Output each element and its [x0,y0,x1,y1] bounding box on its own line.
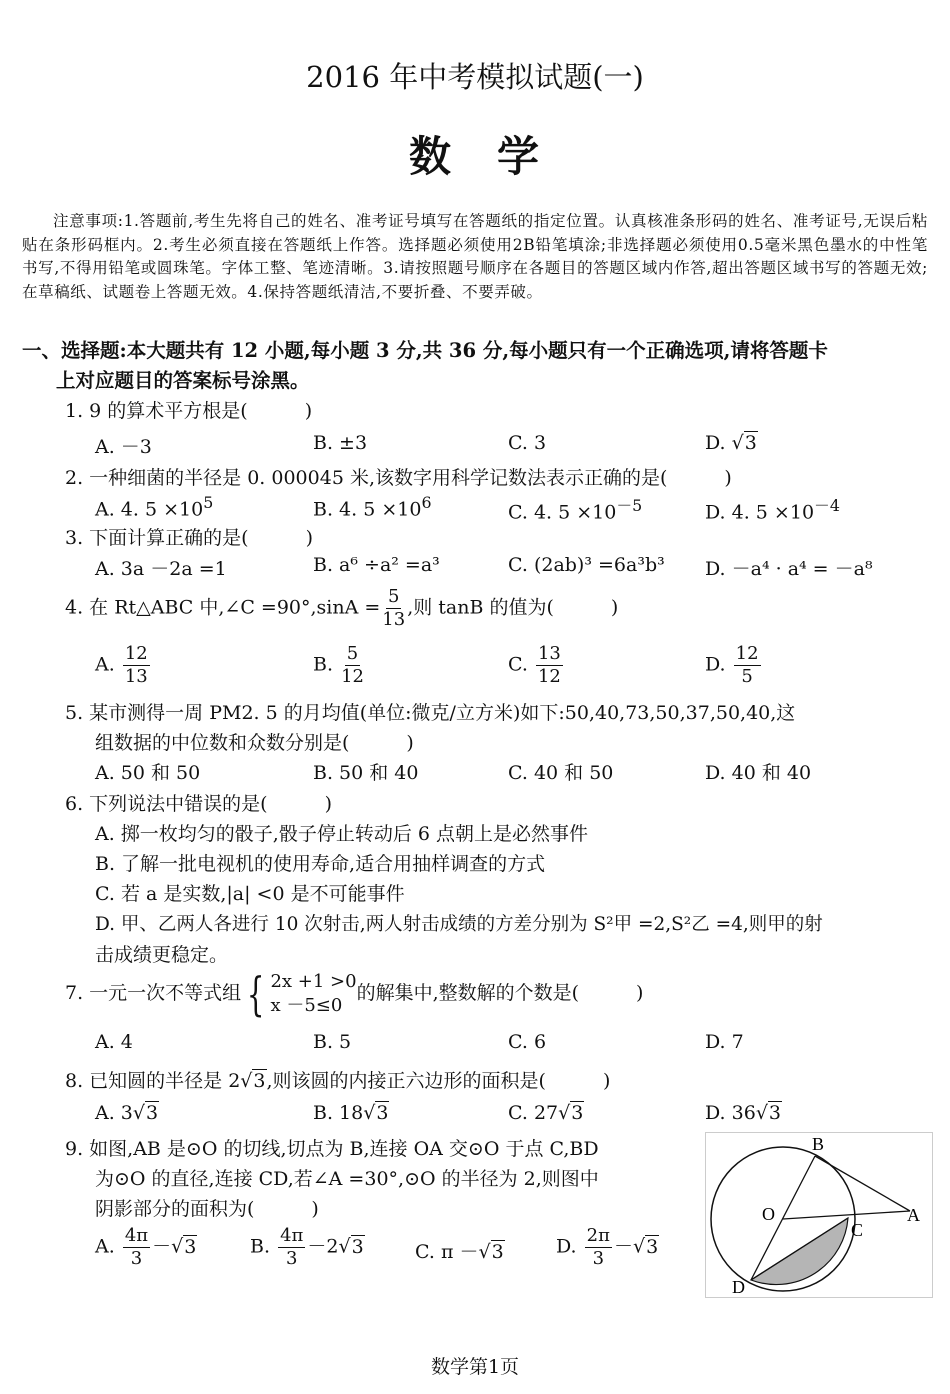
exam-title: 2016 年中考模拟试题(一) [306,60,644,94]
q8-option-d: D. 36√3 [705,1102,782,1124]
q7-option-b: B. 5 [313,1031,352,1053]
q6-stem: 6. 下列说法中错误的是( ) [65,793,332,815]
label-c: C [851,1220,864,1240]
q2-stem: 2. 一种细菌的半径是 0. 000045 米,该数字用科学记数法表示正确的是( ) [65,467,732,489]
q9-option-d: D. $\frac{2\pi}{3}$ －√3 [556,1225,659,1269]
q9-geometry-figure [705,1132,933,1298]
q4-option-c: C. $\frac{13}{12}$ [508,643,561,687]
q1-stem: 1. 9 的算术平方根是( ) [65,400,313,422]
q3-option-b: B. a⁶ ÷a² =a³ [313,554,440,576]
label-o: O [762,1204,775,1224]
q2-option-b: B. 4. $5 \times 10^6$ [313,493,432,521]
q6-option-d-line1: D. 甲、乙两人各进行 10 次射击,两人射击成绩的方差分别为 S²甲 =2,S²乙 =4,则甲的射 [95,914,823,935]
q9-stem-line1: 9. 如图,AB 是⊙O 的切线,切点为 B,连接 OA 交⊙O 于点 C,BD [65,1138,599,1160]
q5-stem-line2: 组数据的中位数和众数分别是( ) [95,732,414,754]
q1-option-b: B. ±3 [313,432,368,454]
q3-option-d: D. －a⁴ · a⁴ = －a⁸ [705,558,873,580]
q7-inequality-system: 2x +1 >0 x －5≤0 [270,971,357,1016]
q7-stem: 7. 一元一次不等式组 { 2x +1 >0 x －5≤0 的解集中,整数解的个数是( ) [65,967,644,1021]
q8-option-a: A. 3√3 [95,1102,159,1124]
q9-option-c: C. π －√3 [415,1241,504,1263]
section-heading [22,336,932,396]
q7-option-c: C. 6 [508,1031,547,1053]
q7-option-d: D. 7 [705,1031,744,1053]
section-heading-line1: 一、选择题:本大题共有 12 小题,每小题 3 分,共 36 分,每小题只有一个正确选项,请将答题卡 [22,339,828,362]
q6-option-c: C. 若 a 是实数,|a| <0 是不可能事件 [95,883,405,905]
q6-option-d-line2: 击成绩更稳定。 [95,944,229,966]
q9-stem-line3: 阴影部分的面积为( ) [95,1198,319,1220]
q1-option-a: A. －3 [95,436,152,458]
q5-option-c: C. 40 和 50 [508,762,614,784]
q8-stem: 8. 已知圆的半径是 2√3,则该圆的内接正六边形的面积是( ) [65,1070,611,1092]
notice-paragraph: 注意事项:1.答题前,考生先将自己的姓名、准考证号填写在答题纸的指定位置。认真核准条形码的姓名、准考证号,无误后粘贴在条形码框内。2.考生必须直接在答题纸上作答。选择题必须使用2B铅笔填涂;非选择题必须使用0.5毫米黑色墨水的中性笔书写,不得用铅笔或圆珠笔。字体工整、笔迹清晰。3.请按照题号顺序在各题目的答题区域内作答,超出答题区域书写的答题无效;在草稿纸、试题卷上答题无效。4.保持答题纸清洁,不要折叠、不要弄破。 [22,212,928,301]
q9-option-a: A. $\frac{4\pi}{3}$ －√3 [95,1225,197,1269]
q4-stem-fraction: $\frac{5}{13}$ [382,586,406,630]
q4-option-d: D. $\frac{12}{5}$ [705,643,759,687]
q5-stem-line1: 5. 某市测得一周 PM2. 5 的月均值(单位:微克/立方米)如下:50,40,73,50,37,50,40,这 [65,702,796,724]
q1-option-c: C. 3 [508,432,547,454]
q2-option-c: C. 4. $5 \times 10^{-5}$ [508,496,643,524]
q5-option-b: B. 50 和 40 [313,762,419,784]
q7-option-a: A. 4 [95,1031,133,1053]
q9-stem-line2: 为⊙O 的直径,连接 CD,若∠A =30°,⊙O 的半径为 2,则图中 [95,1168,599,1190]
q2-option-a: A. 4. $5 \times 10^5$ [95,493,214,521]
q6-option-b: B. 了解一批电视机的使用寿命,适合用抽样调查的方式 [95,853,546,875]
q5-option-d: D. 40 和 40 [705,762,812,784]
page-footer: 数学第1页 [430,1356,520,1378]
q2-option-d: D. 4. $5 \times 10^{-4}$ [705,496,840,524]
q7-brace: { [247,967,265,1021]
label-d: D [732,1277,745,1297]
section-heading-line2: 上对应题目的答案标号涂黑。 [56,369,310,392]
q8-option-c: C. 27√3 [508,1102,584,1124]
q3-option-a: A. 3a －2a =1 [95,558,227,580]
segment-oa [783,1211,910,1219]
q3-stem: 3. 下面计算正确的是( ) [65,527,313,549]
q3-option-c: C. (2ab)³ =6a³b³ [508,554,665,576]
label-a: A [907,1205,920,1225]
q6-option-a: A. 掷一枚均匀的骰子,骰子停止转动后 6 点朝上是必然事件 [95,823,589,845]
q9-option-b: B. $\frac{4\pi}{3}$ －2√3 [250,1225,364,1269]
subject-title: 数 学 [408,132,541,181]
q4-option-a: A. $\frac{12}{13}$ [95,643,148,687]
q1-option-d: D. √3 [705,432,757,454]
q4-stem: 4. 在 Rt△ABC 中,∠C =90°,sinA = $\frac{5}{13}$ ,则 tanB 的值为( ) [65,586,619,630]
q5-option-a: A. 50 和 50 [95,762,201,784]
q4-option-b: B. $\frac{5}{12}$ [313,643,364,687]
label-b: B [812,1134,825,1154]
q8-option-b: B. 18√3 [313,1102,389,1124]
tangent-ab [815,1156,910,1211]
